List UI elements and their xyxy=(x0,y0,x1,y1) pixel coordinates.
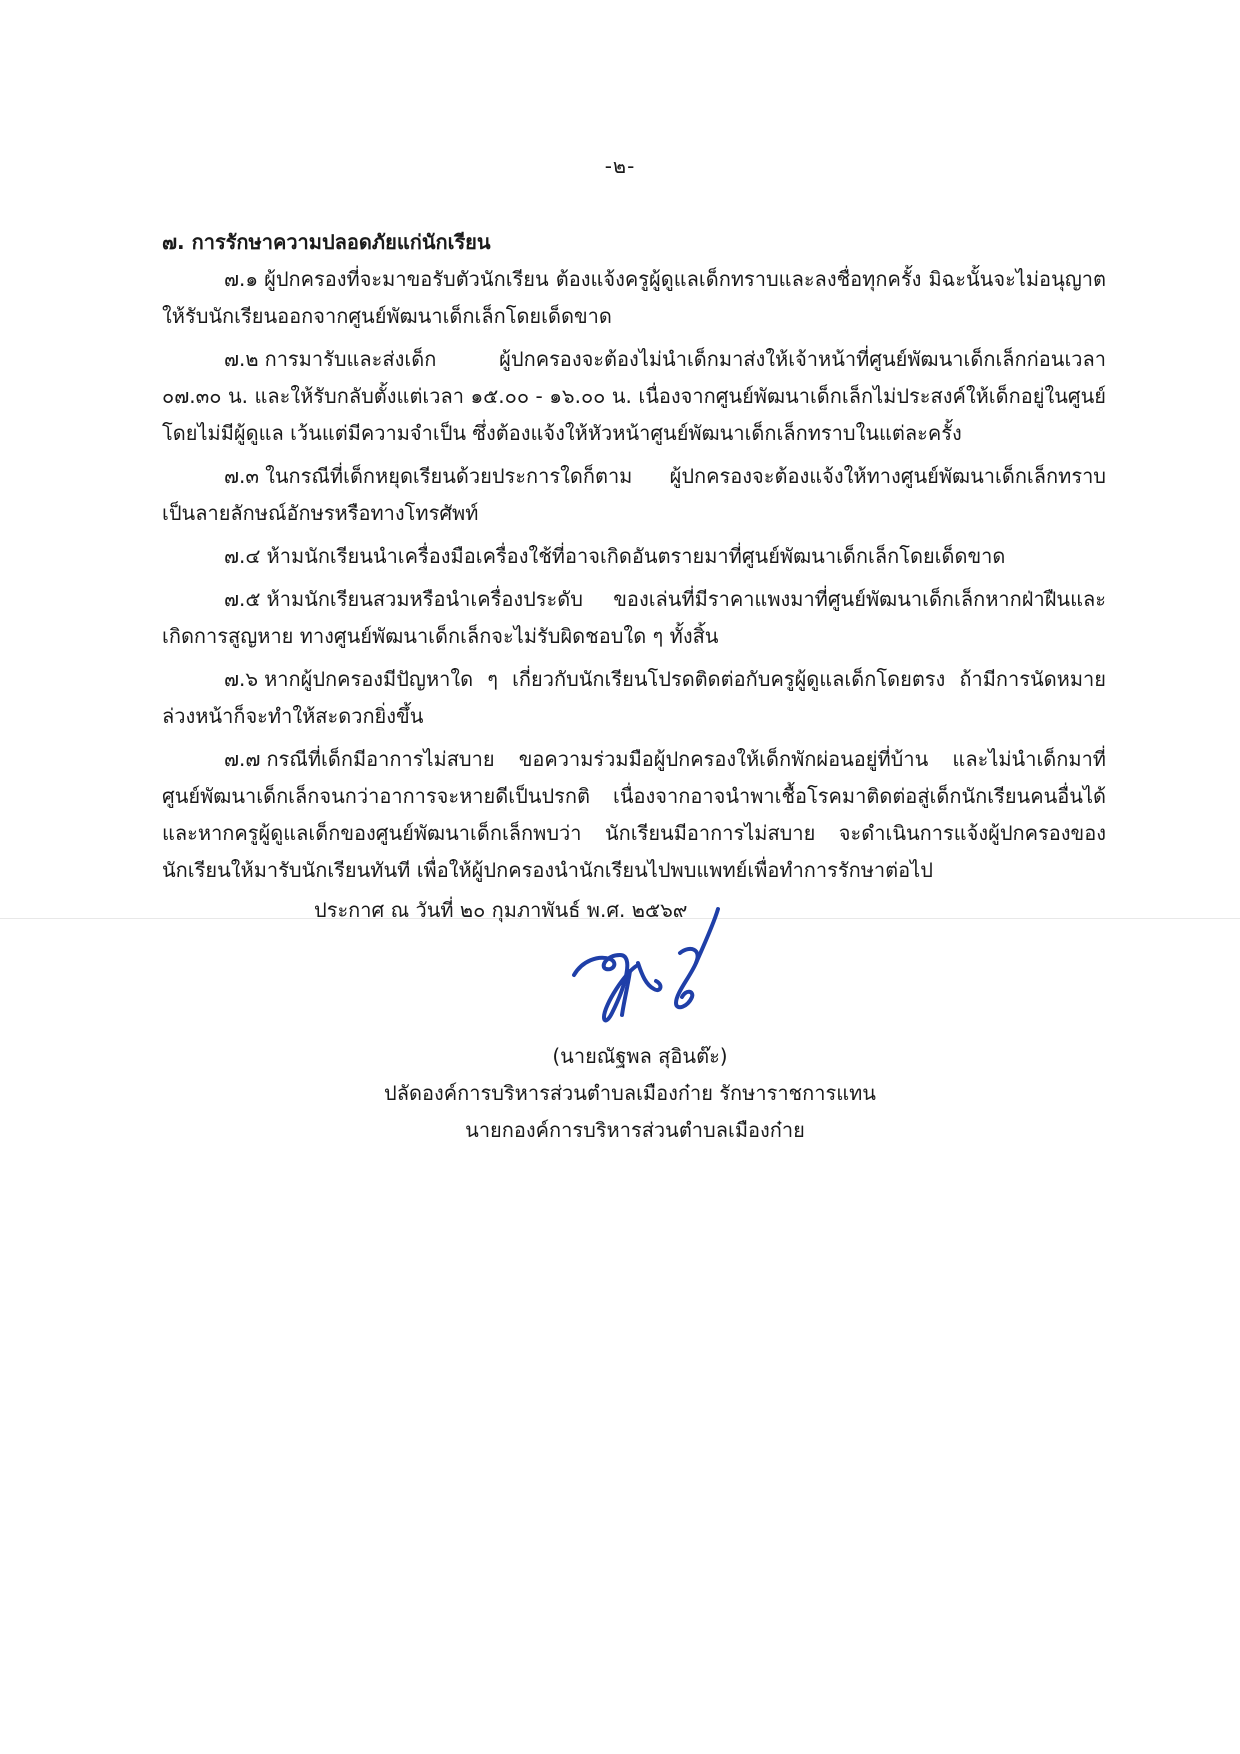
list-item xyxy=(162,458,1106,532)
item-text: ห้ามนักเรียนนำเครื่องมือเครื่องใช้ที่อาจเกิดอันตรายมาที่ศูนย์พัฒนาเด็กเล็กโดยเด็ดขาด xyxy=(266,544,1006,568)
item-number: ๗.๗ xyxy=(224,747,261,771)
item-number: ๗.๑ xyxy=(224,267,259,291)
signatory-name: (นายณัฐพล สุอินต๊ะ) xyxy=(552,1044,728,1068)
list-item xyxy=(162,261,1106,335)
document-body xyxy=(162,224,1106,895)
list-item xyxy=(162,741,1106,889)
item-number: ๗.๒ xyxy=(224,347,259,371)
item-text: ในกรณีที่เด็กหยุดเรียนด้วยประการใดก็ตาม ผู้ปกครองจะต้องแจ้งให้ทางศูนย์พัฒนาเด็กเล็กทราบเป็นลายลักษณ์อักษรหรือทางโทรศัพท์ xyxy=(162,464,1106,525)
page-number: -๒- xyxy=(604,154,636,178)
item-text: หากผู้ปกครองมีปัญหาใด ๆ เกี่ยวกับนักเรียนโปรดติดต่อกับครูผู้ดูแลเด็กโดยตรง ถ้ามีการนัดหมายล่วงหน้าก็จะทำให้สะดวกยิ่งขึ้น xyxy=(162,667,1106,728)
announcement-date: ประกาศ ณ วันที่ ๒๐ กุมภาพันธ์ พ.ศ. ๒๕๖๙ xyxy=(314,898,688,922)
list-item xyxy=(162,661,1106,735)
signature-image xyxy=(568,905,728,1050)
list-item xyxy=(162,341,1106,452)
list-item xyxy=(162,538,1106,575)
item-text: ผู้ปกครองที่จะมาขอรับตัวนักเรียน ต้องแจ้งครูผู้ดูแลเด็กทราบและลงชื่อทุกครั้ง มิฉะนั้นจะไม่อนุญาตให้รับนักเรียนออกจากศูนย์พัฒนาเด็กเล็กโดยเด็ดขาด xyxy=(162,267,1106,328)
signatory-position-continued: นายกองค์การบริหารส่วนตำบลเมืองก๋าย xyxy=(465,1118,805,1142)
signatory-block xyxy=(0,1038,1240,1149)
item-number: ๗.๖ xyxy=(224,667,259,691)
item-number: ๗.๓ xyxy=(224,464,260,488)
item-text: ห้ามนักเรียนสวมหรือนำเครื่องประดับ ของเล่นที่มีราคาแพงมาที่ศูนย์พัฒนาเด็กเล็กหากฝ่าฝืนและเกิดการสูญหาย ทางศูนย์พัฒนาเด็กเล็กจะไม่รับผิดชอบใด ๆ ทั้งสิ้น xyxy=(162,587,1106,648)
item-text: การมารับและส่งเด็ก ผู้ปกครองจะต้องไม่นำเด็กมาส่งให้เจ้าหน้าที่ศูนย์พัฒนาเด็กเล็กก่อนเวลา ๐๗.๓๐ น. และให้รับกลับตั้งแต่เวลา ๑๕.๐๐ - ๑๖.๐๐ น. เนื่องจากศูนย์พัฒนาเด็กเล็กไม่ประสงค์ให้เด็กอยู่ในศูนย์ โดยไม่มีผู้ดูแล เว้นแต่มีความจำเป็น ซึ่งต้องแจ้งให้หัวหน้าศูนย์พัฒนาเด็กเล็กทราบในแต่ละครั้ง xyxy=(162,347,1106,445)
item-number: ๗.๕ xyxy=(224,587,261,611)
signatory-position: ปลัดองค์การบริหารส่วนตำบลเมืองก๋าย รักษาราชการแทน xyxy=(384,1081,876,1105)
section-heading: ๗. การรักษาความปลอดภัยแก่นักเรียน xyxy=(162,230,491,254)
item-text: กรณีที่เด็กมีอาการไม่สบาย ขอความร่วมมือผู้ปกครองให้เด็กพักผ่อนอยู่ที่บ้าน และไม่นำเด็กมาที่ศูนย์พัฒนาเด็กเล็กจนกว่าอาการจะหายดีเป็นปรกติ เนื่องจากอาจนำพาเชื้อโรคมาติดต่อสู่เด็กนักเรียนคนอื่นได้และหากครูผู้ดูแลเด็กของศูนย์พัฒนาเด็กเล็กพบว่า นักเรียนมีอาการไม่สบาย จะดำเนินการแจ้งผู้ปกครองของนักเรียนให้มารับนักเรียนทันที เพื่อให้ผู้ปกครองนำนักเรียนไปพบแพทย์เพื่อทำการรักษาต่อไป xyxy=(162,747,1106,882)
list-item xyxy=(162,581,1106,655)
item-number: ๗.๔ xyxy=(224,544,261,568)
